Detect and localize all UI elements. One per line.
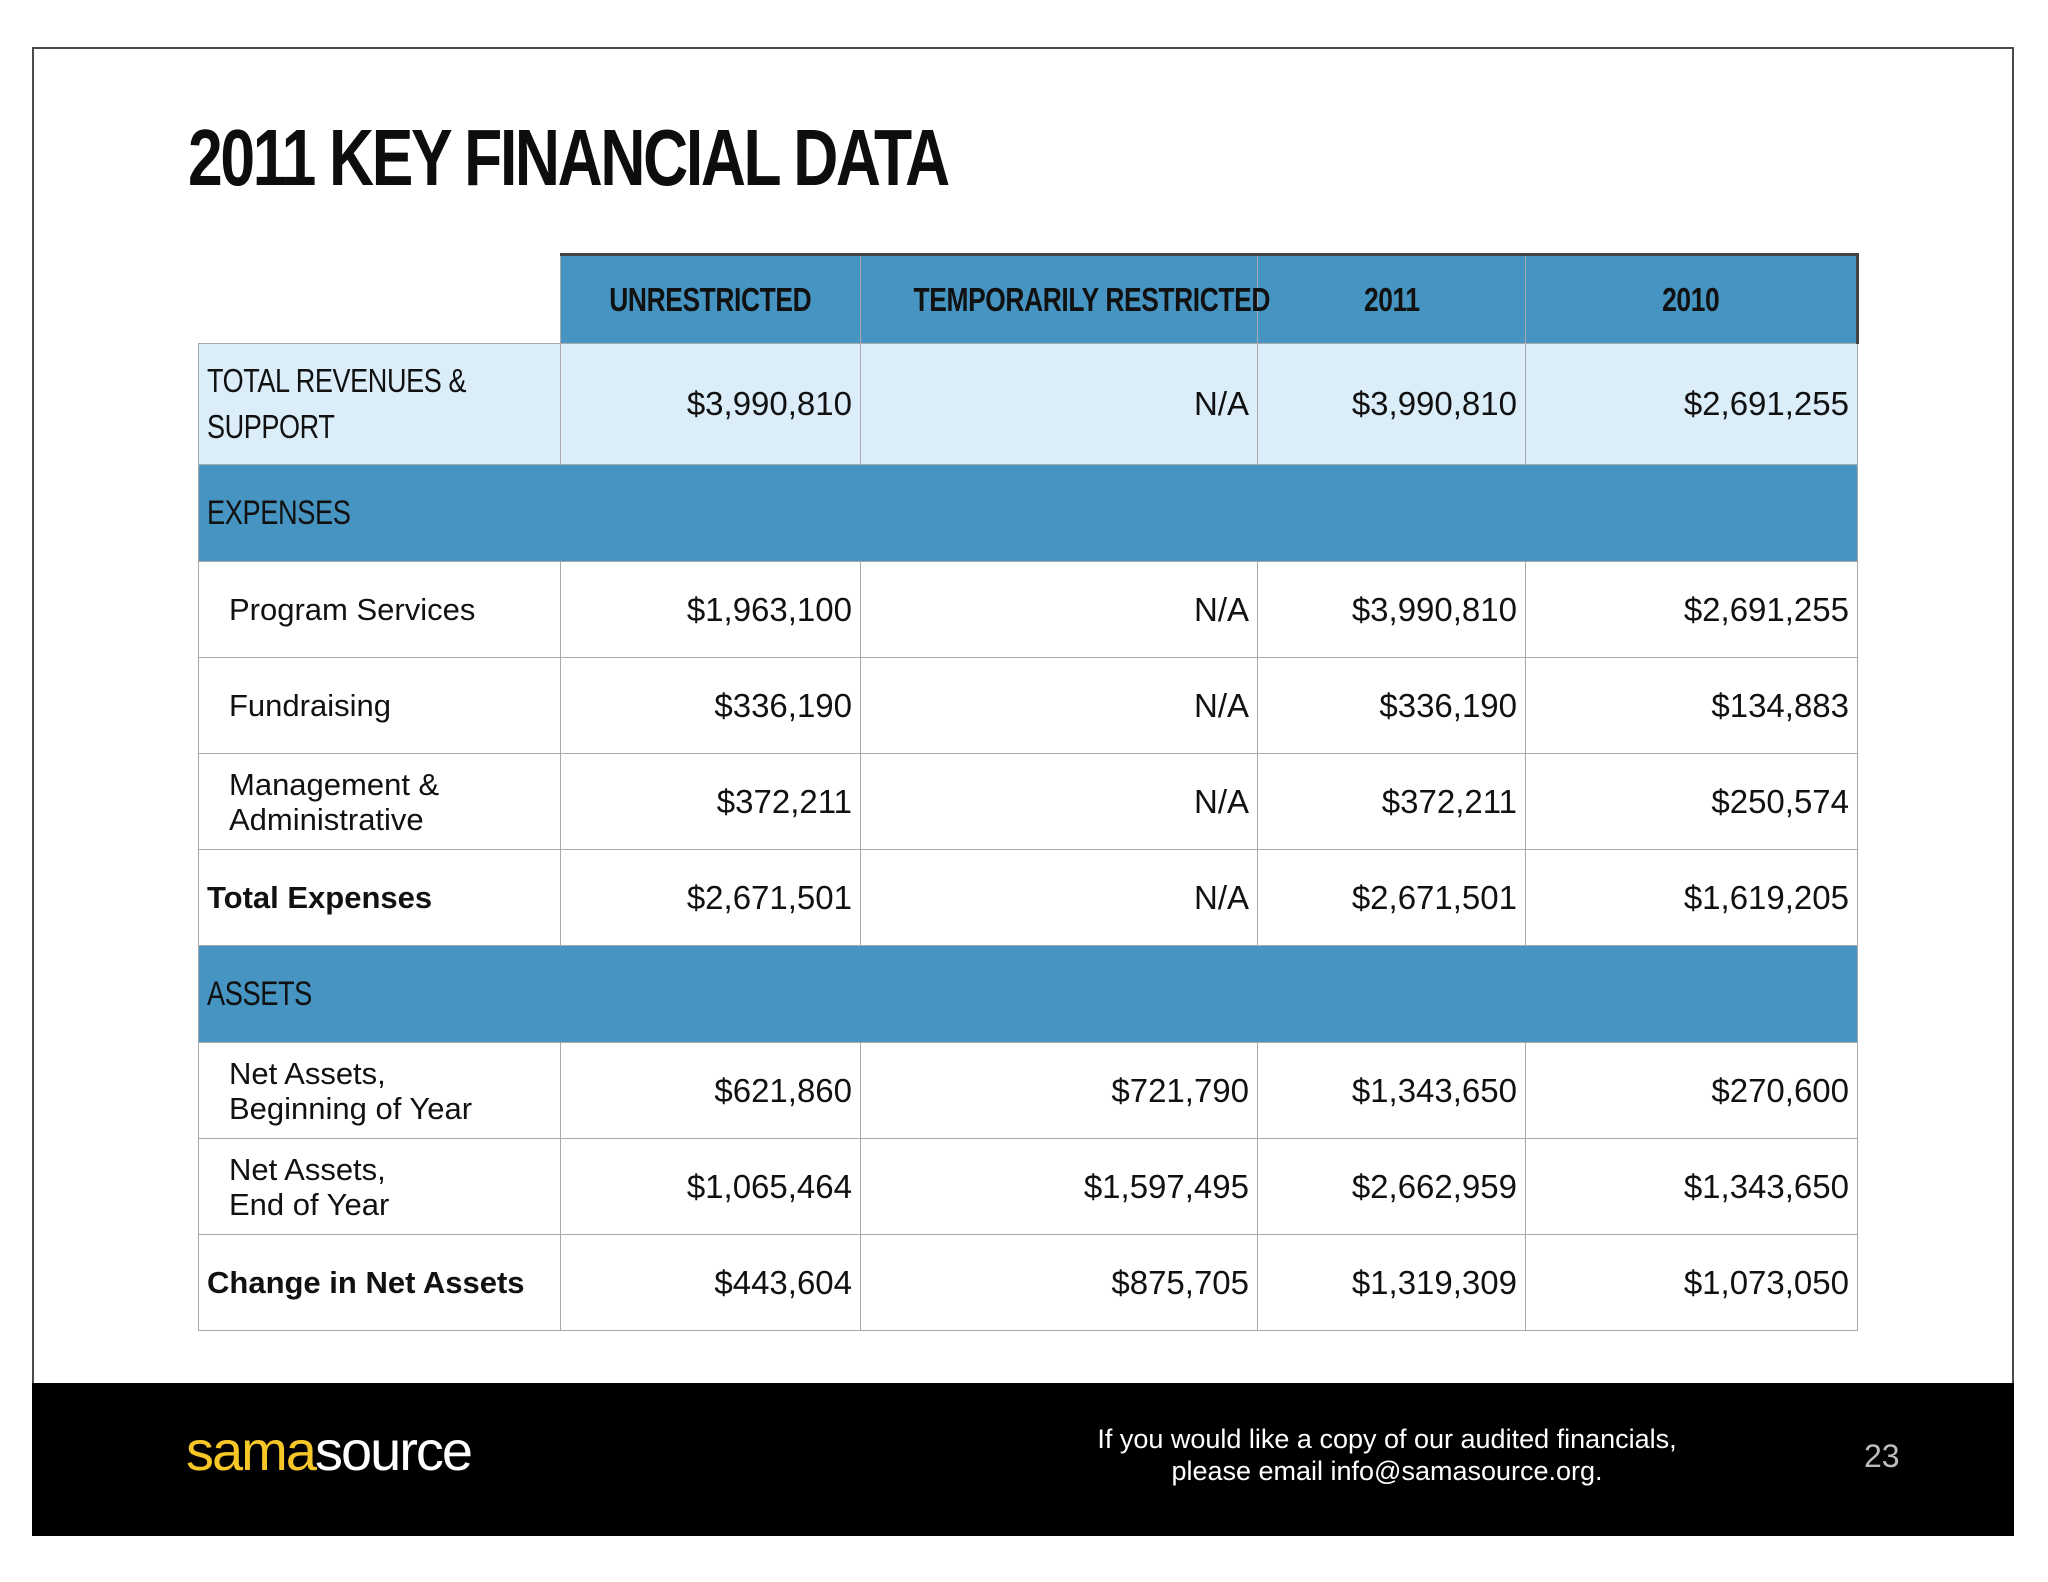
row-label: Fundraising <box>199 658 561 754</box>
table-row-change-net-assets <box>199 1235 1858 1331</box>
cell-unrestricted: $1,065,464 <box>561 1139 861 1235</box>
section-row-expenses <box>199 465 1858 562</box>
cell-2010: $2,691,255 <box>1526 562 1858 658</box>
cell-temporarily-restricted: N/A <box>861 754 1258 850</box>
cell-2011: $1,319,309 <box>1258 1235 1526 1331</box>
row-label: Change in Net Assets <box>199 1235 561 1331</box>
table-row-total-expenses <box>199 850 1858 946</box>
table-row <box>199 1139 1858 1235</box>
row-label: Total Expenses <box>199 850 561 946</box>
financial-table <box>198 253 1859 1331</box>
cell-unrestricted: $1,963,100 <box>561 562 861 658</box>
section-row-assets <box>199 946 1858 1043</box>
section-label: EXPENSES <box>199 465 1858 562</box>
cell-2010: $1,073,050 <box>1526 1235 1858 1331</box>
cell-unrestricted: $621,860 <box>561 1043 861 1139</box>
cell-temporarily-restricted: N/A <box>861 344 1258 465</box>
cell-temporarily-restricted: $1,597,495 <box>861 1139 1258 1235</box>
row-label: Management & Administrative <box>199 754 561 850</box>
header-temporarily-restricted: TEMPORARILY RESTRICTED <box>861 255 1258 344</box>
row-label: Net Assets, Beginning of Year <box>199 1043 561 1139</box>
cell-2011: $336,190 <box>1258 658 1526 754</box>
cell-2010: $2,691,255 <box>1526 344 1858 465</box>
cell-temporarily-restricted: N/A <box>861 562 1258 658</box>
cell-2011: $372,211 <box>1258 754 1526 850</box>
cell-2010: $1,619,205 <box>1526 850 1858 946</box>
section-label: ASSETS <box>199 946 1858 1043</box>
cell-2011: $3,990,810 <box>1258 344 1526 465</box>
table-row-revenues <box>199 344 1858 465</box>
header-blank-cell <box>199 255 561 344</box>
footer-note: If you would like a copy of our audited financials, please email info@samasource.org. <box>1097 1424 1677 1486</box>
cell-unrestricted: $443,604 <box>561 1235 861 1331</box>
page-title: 2011 KEY FINANCIAL DATA <box>188 113 948 202</box>
cell-temporarily-restricted: N/A <box>861 658 1258 754</box>
table-row <box>199 562 1858 658</box>
cell-temporarily-restricted: $875,705 <box>861 1235 1258 1331</box>
cell-unrestricted: $3,990,810 <box>561 344 861 465</box>
row-label: Net Assets, End of Year <box>199 1139 561 1235</box>
table-header-row <box>199 255 1858 344</box>
header-unrestricted: UNRESTRICTED <box>561 255 861 344</box>
cell-2010: $134,883 <box>1526 658 1858 754</box>
cell-2011: $3,990,810 <box>1258 562 1526 658</box>
cell-temporarily-restricted: $721,790 <box>861 1043 1258 1139</box>
cell-unrestricted: $372,211 <box>561 754 861 850</box>
row-label: TOTAL REVENUES & SUPPORT <box>199 344 561 465</box>
footer-bar <box>32 1383 2014 1536</box>
cell-2011: $2,662,959 <box>1258 1139 1526 1235</box>
header-2011: 2011 <box>1258 255 1526 344</box>
header-2010: 2010 <box>1526 255 1858 344</box>
cell-2010: $1,343,650 <box>1526 1139 1858 1235</box>
cell-temporarily-restricted: N/A <box>861 850 1258 946</box>
page-number: 23 <box>1864 1438 1900 1474</box>
cell-unrestricted: $336,190 <box>561 658 861 754</box>
cell-unrestricted: $2,671,501 <box>561 850 861 946</box>
cell-2011: $1,343,650 <box>1258 1043 1526 1139</box>
cell-2011: $2,671,501 <box>1258 850 1526 946</box>
row-label: Program Services <box>199 562 561 658</box>
table-row <box>199 754 1858 850</box>
samasource-logo: samasource <box>186 1419 472 1482</box>
cell-2010: $250,574 <box>1526 754 1858 850</box>
table-row <box>199 658 1858 754</box>
cell-2010: $270,600 <box>1526 1043 1858 1139</box>
table-row <box>199 1043 1858 1139</box>
